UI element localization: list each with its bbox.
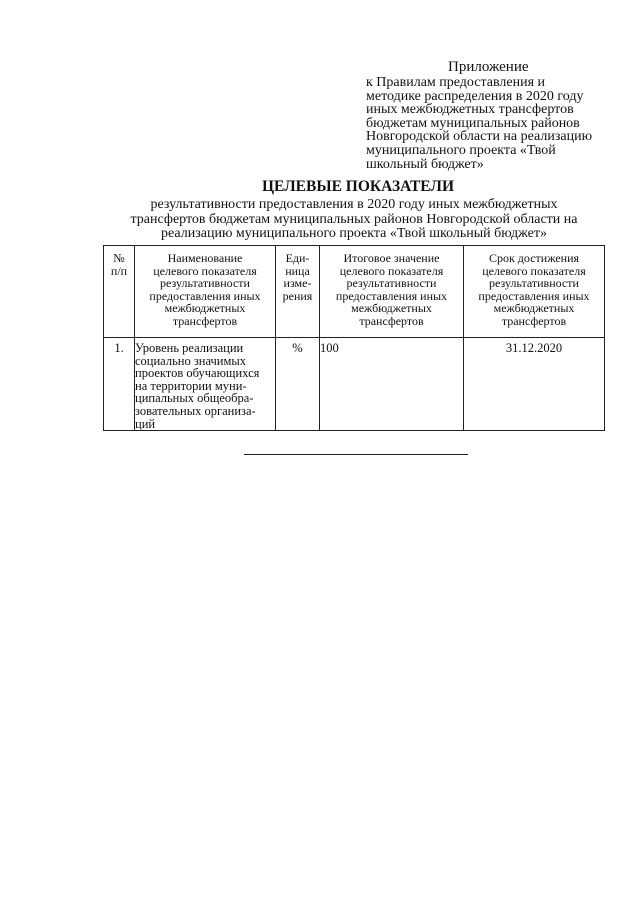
header-line: результативности [489,276,579,291]
appendix-reference [366,76,604,171]
header-line: Еди- [285,251,310,265]
table-row [104,338,605,431]
header-line: рения [282,288,313,303]
header-line: предоставления иных [335,288,448,303]
header-line: межбюджетных [493,301,575,316]
appendix-line: Новгородской области на реализацию [366,129,593,145]
appendix-line: муниципального проекта «Твой [366,142,556,158]
appendix-line: к Правилам предоставления и [366,75,546,90]
target-indicators-table [103,245,605,431]
header-line: межбюджетных [351,301,432,316]
header-line: Итоговое значение [343,251,440,265]
header-line: предоставления иных [478,288,590,303]
header-line: № [113,251,125,265]
appendix-title: Приложение [448,59,529,75]
header-line: ница [285,263,310,278]
header-line: трансфертов [172,313,238,328]
indicator-name-line: проектов обучающихся [135,366,260,381]
unit-of-measure: % [276,338,320,431]
document-subtitle [104,198,604,242]
header-line: п/п [110,263,128,278]
table-header-row [104,246,605,338]
header-line: изме- [283,276,312,291]
header-line: Срок достижения [488,251,580,265]
indicator-name-line: на территории муни- [135,378,247,393]
indicator-name-line: зовательных организа- [135,403,256,418]
appendix-line: иных межбюджетных трансфертов [366,102,574,118]
header-line: трансфертов [359,313,424,328]
header-line: целевого показателя [153,263,257,278]
header-line: результативности [160,276,250,291]
indicator-name [135,338,276,431]
closing-divider [244,454,468,455]
header-indicator-name [135,246,276,338]
header-line: Наименование [167,251,243,265]
header-number [104,246,135,338]
final-value: 100 [320,338,464,431]
header-final-value [320,246,464,338]
appendix-line: бюджетам муниципальных районов [366,115,580,131]
header-line: целевого показателя [339,263,444,278]
indicator-name-line: ций [135,416,156,431]
header-line: результативности [346,276,437,291]
header-line: межбюджетных [164,301,246,316]
row-number: 1. [104,338,135,431]
indicator-name-line: социально значимых [135,353,247,368]
subtitle-line: результативности предоставления в 2020 году иных межбюджетных [150,197,558,212]
indicator-name-line: ципальных общеобра- [135,391,254,406]
appendix-line: методике распределения в 2020 году [366,88,584,104]
appendix-line: школьный бюджет» [366,156,484,172]
subtitle-line: трансфертов бюджетам муниципальных районов Новгородской области на [130,211,578,227]
header-line: целевого показателя [482,263,586,278]
header-line: предоставления иных [149,288,261,303]
header-line: трансфертов [501,313,567,328]
subtitle-line: реализацию муниципального проекта «Твой школьный бюджет» [161,226,547,241]
indicator-name-line: Уровень реализации [135,341,244,355]
header-deadline [464,246,605,338]
document-title: ЦЕЛЕВЫЕ ПОКАЗАТЕЛИ [261,178,455,195]
header-unit [276,246,320,338]
deadline-date: 31.12.2020 [464,338,605,431]
